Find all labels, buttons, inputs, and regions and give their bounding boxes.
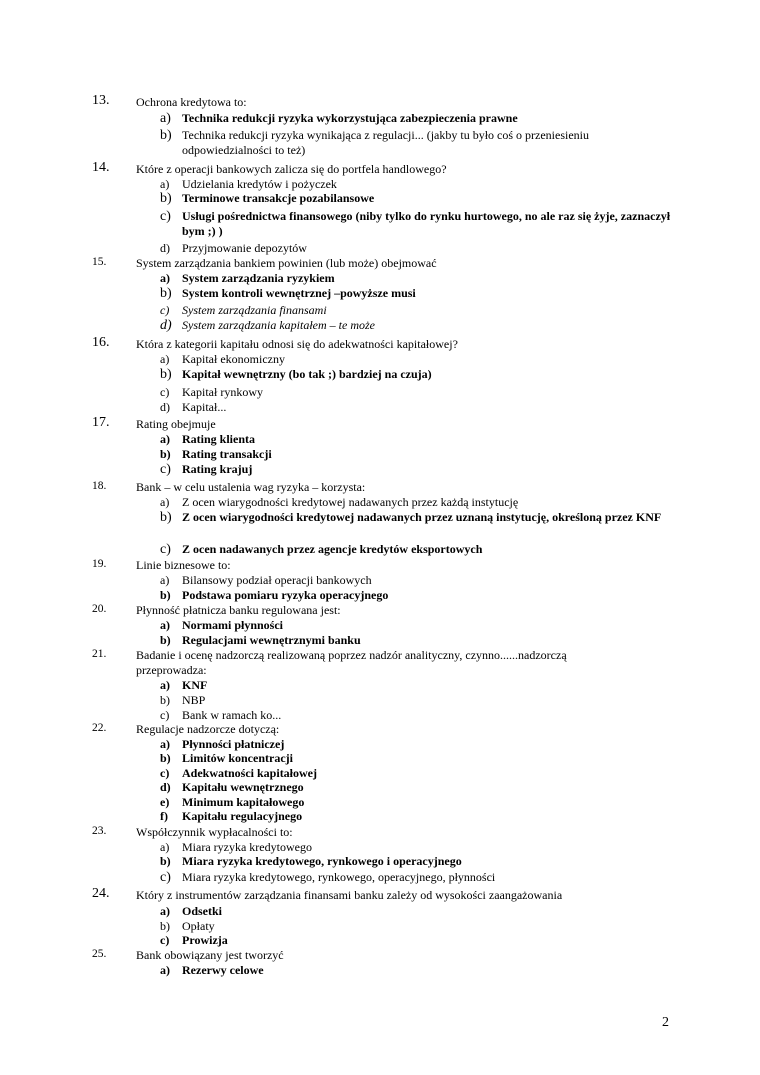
option-text: Z ocen wiarygodności kredytowej nadawanych przez uznaną instytucję, określoną przez KNF xyxy=(182,510,662,524)
question-text-continued: przeprowadza: xyxy=(136,663,207,677)
option-text: Kapitału regulacyjnego xyxy=(182,809,303,823)
option-label: a) xyxy=(160,737,170,751)
option-text: Podstawa pomiaru ryzyka operacyjnego xyxy=(182,588,389,602)
question-number: 14. xyxy=(92,160,110,175)
option-label: f) xyxy=(160,809,168,823)
option-text: Kapitał rynkowy xyxy=(182,385,263,399)
option-text: Kapitał wewnętrzny (bo tak ;) bardziej na czuja) xyxy=(182,367,432,381)
option-label: b) xyxy=(160,919,170,933)
option-text: Regulacjami wewnętrznymi banku xyxy=(182,633,361,647)
option-text: Rating transakcji xyxy=(182,447,272,461)
option-text: Płynności płatniczej xyxy=(182,737,285,751)
option-text: System zarządzania kapitałem – te może xyxy=(182,318,375,332)
option-text: Odsetki xyxy=(182,904,223,918)
question-number: 21. xyxy=(92,648,107,660)
option-label: b) xyxy=(160,588,171,602)
question-number: 15. xyxy=(92,256,107,268)
option-text: Z ocen wiarygodności kredytowej nadawanych przez każdą instytucję xyxy=(182,495,519,509)
question-text: Która z kategorii kapitału odnosi się do adekwatności kapitałowej? xyxy=(136,337,458,351)
question-text: Bank – w celu ustalenia wag ryzyka – korzysta: xyxy=(136,480,366,494)
option-label: c) xyxy=(160,766,170,780)
option-text: Kapitału wewnętrznego xyxy=(182,780,304,794)
option-label: e) xyxy=(160,795,170,809)
option-text: Usługi pośrednictwa finansowego (niby tylko do rynku hurtowego, no ale raz się żyje, zaznaczył bym ;) ) xyxy=(182,209,671,238)
option-text: System zarządzania finansami xyxy=(182,303,327,317)
question-number: 24. xyxy=(92,886,110,901)
option-label: b) xyxy=(160,751,171,765)
option-text: Adekwatności kapitałowej xyxy=(182,766,318,780)
option-label: a) xyxy=(160,177,170,191)
question-number: 13. xyxy=(92,93,110,108)
option-label: b) xyxy=(160,191,172,206)
question-number: 17. xyxy=(92,415,110,430)
option-text: Udzielania kredytów i pożyczek xyxy=(182,177,337,191)
option-label: c) xyxy=(160,870,171,885)
page-number: 2 xyxy=(662,1015,669,1030)
question-number: 23. xyxy=(92,825,107,837)
question-text: System zarządzania bankiem powinien (lub może) obejmować xyxy=(136,256,437,270)
question-number: 18. xyxy=(92,480,107,492)
option-text: NBP xyxy=(182,693,206,707)
option-text: Prowizja xyxy=(182,933,228,947)
option-label: c) xyxy=(160,542,171,557)
option-label: a) xyxy=(160,352,170,366)
option-label: a) xyxy=(160,678,170,692)
option-label: b) xyxy=(160,854,171,868)
question-number: 16. xyxy=(92,335,110,350)
option-text: Miara ryzyka kredytowego xyxy=(182,840,312,854)
option-text: System zarządzania ryzykiem xyxy=(182,271,335,285)
option-label: d) xyxy=(160,318,172,333)
option-label: d) xyxy=(160,780,171,794)
option-text: Terminowe transakcje pozabilansowe xyxy=(182,191,375,205)
question-number: 25. xyxy=(92,948,107,960)
option-text: Technika redukcji ryzyka wykorzystująca zabezpieczenia prawne xyxy=(182,111,518,125)
option-label: d) xyxy=(160,400,170,414)
option-label: a) xyxy=(160,573,170,587)
option-label: a) xyxy=(160,963,170,977)
question-number: 22. xyxy=(92,722,107,734)
option-label: b) xyxy=(160,510,172,525)
option-label: d) xyxy=(160,241,170,255)
option-label: c) xyxy=(160,385,170,399)
option-label: c) xyxy=(160,303,170,317)
option-label: c) xyxy=(160,933,170,947)
option-label: b) xyxy=(160,447,171,461)
question-text: Linie biznesowe to: xyxy=(136,558,231,572)
option-label: a) xyxy=(160,904,170,918)
option-label: c) xyxy=(160,209,171,224)
question-text: Rating obejmuje xyxy=(136,417,216,431)
option-text: Limitów koncentracji xyxy=(182,751,293,765)
question-text: Który z instrumentów zarządzania finansami banku zależy od wysokości zaangażowania xyxy=(136,888,563,902)
option-label: a) xyxy=(160,111,171,126)
option-label: b) xyxy=(160,128,172,143)
option-text: Minimum kapitałowego xyxy=(182,795,305,809)
question-text: Współczynnik wypłacalności to: xyxy=(136,825,293,839)
option-label: b) xyxy=(160,286,172,301)
option-label: b) xyxy=(160,633,171,647)
question-text: Płynność płatnicza banku regulowana jest: xyxy=(136,603,341,617)
option-text: Przyjmowanie depozytów xyxy=(182,241,307,255)
option-text: Z ocen nadawanych przez agencje kredytów eksportowych xyxy=(182,542,483,556)
question-text: Ochrona kredytowa to: xyxy=(136,95,247,109)
option-label: c) xyxy=(160,708,170,722)
option-label: b) xyxy=(160,367,172,382)
option-text: Kapitał... xyxy=(182,400,227,414)
option-text: Miara ryzyka kredytowego, rynkowego, operacyjnego, płynności xyxy=(182,870,496,884)
question-text: Regulacje nadzorcze dotyczą: xyxy=(136,722,280,736)
option-text: Bilansowy podział operacji bankowych xyxy=(182,573,372,587)
option-label: a) xyxy=(160,271,170,285)
option-text: System kontroli wewnętrznej –powyższe musi xyxy=(182,286,416,300)
option-text: Technika redukcji ryzyka wynikająca z regulacji... (jakby tu było coś o przeniesieniu odpowiedzialności to też) xyxy=(182,128,590,157)
option-text: Normami płynności xyxy=(182,618,284,632)
question-number: 20. xyxy=(92,603,107,615)
option-label: a) xyxy=(160,432,170,446)
option-label: b) xyxy=(160,693,170,707)
option-label: a) xyxy=(160,840,170,854)
option-text: KNF xyxy=(182,678,208,692)
option-text: Rating krajuj xyxy=(182,462,253,476)
option-label: c) xyxy=(160,462,171,477)
question-text: Bank obowiązany jest tworzyć xyxy=(136,948,284,962)
question-text: Które z operacji bankowych zalicza się do portfela handlowego? xyxy=(136,162,447,176)
option-text: Bank w ramach ko... xyxy=(182,708,282,722)
option-label: a) xyxy=(160,618,170,632)
question-text: Badanie i ocenę nadzorczą realizowaną poprzez nadzór analityczny, czynno......nadzorczą xyxy=(136,648,567,662)
option-text: Opłaty xyxy=(182,919,215,933)
option-text: Kapitał ekonomiczny xyxy=(182,352,285,366)
option-text: Miara ryzyka kredytowego, rynkowego i operacyjnego xyxy=(182,854,462,868)
option-text: Rating klienta xyxy=(182,432,256,446)
question-number: 19. xyxy=(92,558,107,570)
option-text: Rezerwy celowe xyxy=(182,963,264,977)
option-label: a) xyxy=(160,495,170,509)
